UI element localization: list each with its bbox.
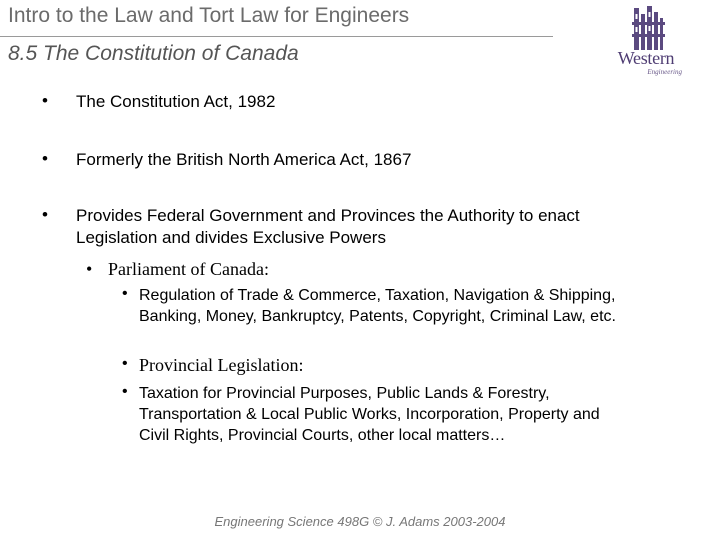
logo-wordmark: Western <box>617 48 675 68</box>
sub-bullet-heading: Parliament of Canada: <box>108 259 269 279</box>
detail-provincial-powers <box>122 383 619 446</box>
sub-bullet-heading: Provincial Legislation: <box>139 355 304 375</box>
bullet-marker: • <box>42 91 48 110</box>
bullet-marker: • <box>122 285 128 302</box>
bullet-marker: • <box>122 355 128 372</box>
western-logo <box>610 4 682 78</box>
bullet-text: The Constitution Act, 1982 <box>76 92 276 111</box>
bullet-marker: • <box>42 205 48 224</box>
bullet-marker: • <box>86 259 93 279</box>
bullet-marker: • <box>42 149 48 168</box>
bullet-marker: • <box>122 383 128 400</box>
detail-text: Regulation of Trade & Commerce, Taxation, Navigation & Shipping, Banking, Money, Bankruptcy, Patents, Copyright, Criminal Law, etc. <box>139 287 616 325</box>
course-title: Intro to the Law and Tort Law for Engineers <box>8 4 410 27</box>
sub-bullet-provincial <box>122 355 619 376</box>
bullet-text: Formerly the British North America Act, 1867 <box>76 150 412 169</box>
sub-bullet-parliament <box>86 259 269 280</box>
title-divider <box>0 36 553 37</box>
bullet-bna-act <box>42 149 636 171</box>
tower-icon <box>610 4 682 52</box>
section-title: 8.5 The Constitution of Canada <box>8 42 299 65</box>
detail-text: Taxation for Provincial Purposes, Public Lands & Forestry, Transportation & Local Public Works, Incorporation, Property and Civil Rights, Provincial Courts, other local matters… <box>139 385 600 444</box>
bullet-authority <box>42 205 636 249</box>
detail-parliament-powers <box>122 285 619 327</box>
bullet-text: Provides Federal Government and Provinces the Authority to enact Legislation and divides Exclusive Powers <box>76 206 580 247</box>
footer-credit: Engineering Science 498G © J. Adams 2003-2004 <box>214 514 506 529</box>
logo-subtitle: Engineering <box>647 68 682 76</box>
bullet-constitution-act <box>42 91 636 113</box>
